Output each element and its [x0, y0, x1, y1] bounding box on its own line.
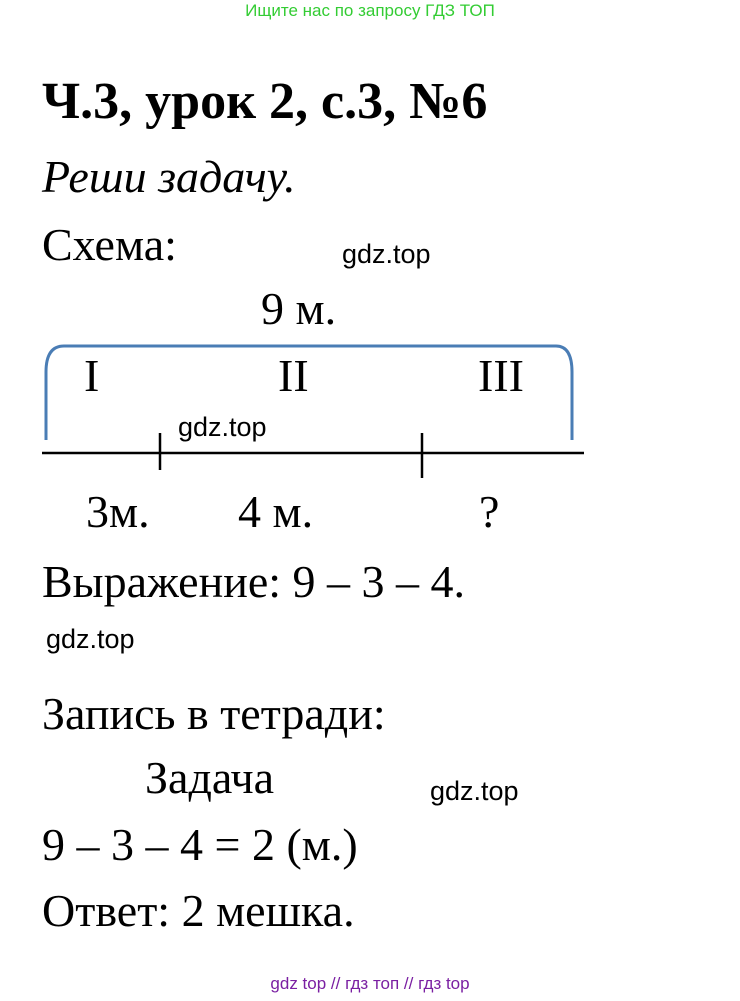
- expression: Выражение: 9 – 3 – 4.: [42, 556, 466, 607]
- task-instruction: Реши задачу.: [42, 151, 296, 202]
- part-label-2: II: [278, 350, 309, 401]
- scheme-label: Схема:: [42, 219, 177, 270]
- part-label-3: III: [478, 350, 524, 401]
- segment-label-3: ?: [479, 486, 500, 537]
- watermark: gdz.top: [46, 624, 135, 654]
- part-label-1: I: [84, 350, 100, 401]
- segment-label-1: 3м.: [86, 486, 150, 537]
- top-banner: Ищите нас по запросу ГДЗ ТОП: [245, 1, 495, 20]
- page-title: Ч.3, урок 2, с.3, №6: [42, 73, 488, 130]
- bottom-banner: gdz top // гдз топ // гдз top: [270, 974, 470, 993]
- notebook-title: Задача: [145, 752, 274, 803]
- notebook-label: Запись в тетради:: [42, 688, 386, 739]
- watermark: gdz.top: [178, 412, 267, 442]
- answer: Ответ: 2 мешка.: [42, 885, 355, 936]
- segment-label-2: 4 м.: [238, 486, 314, 537]
- scheme-total: 9 м.: [261, 283, 337, 334]
- watermark: gdz.top: [342, 239, 431, 269]
- watermark: gdz.top: [430, 776, 519, 806]
- solution-equation: 9 – 3 – 4 = 2 (м.): [42, 819, 358, 870]
